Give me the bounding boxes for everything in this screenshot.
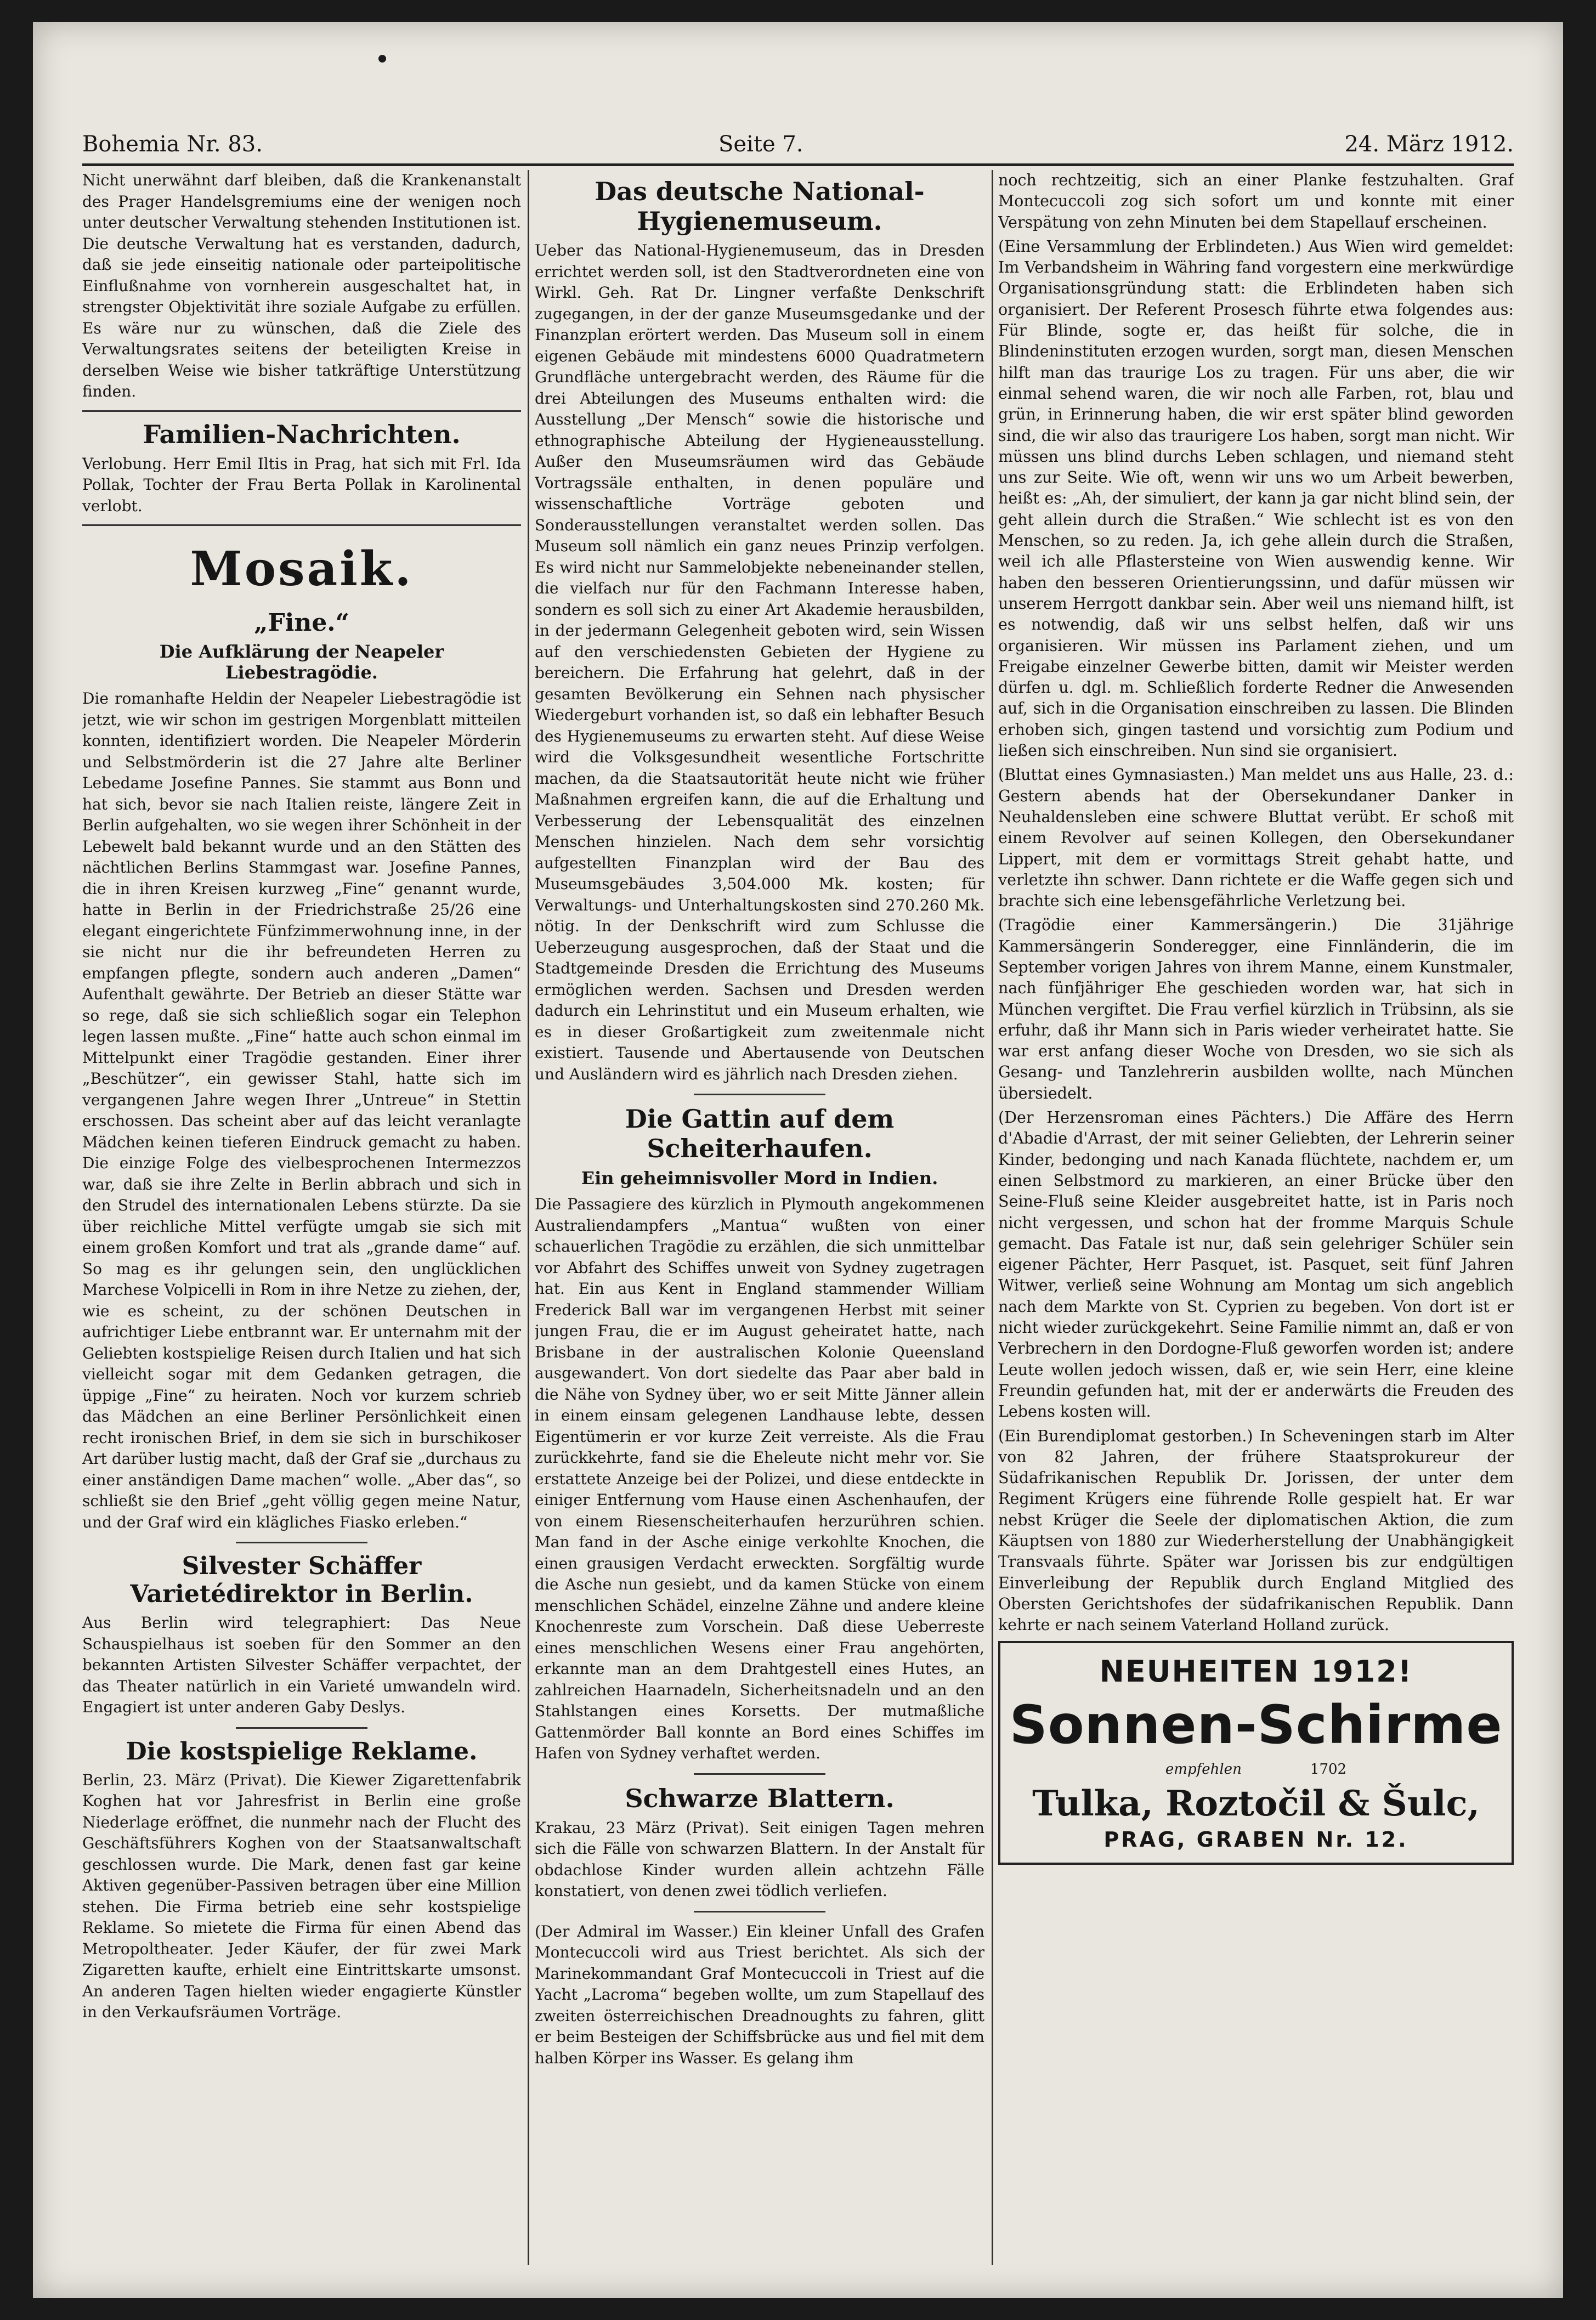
article-text: Berlin, 23. März (Privat). Die Kiewer Zigarettenfabrik Koghen hat vor Jahresfrist in Berlin eine große Niederlage eröffnet, die nunmehr nach der Flucht des Geschäftsführers Koghen von der Staatsanwaltschaft geschlossen wurde. Die Mark, denen fast gar keine Aktiven gegenüber-Passiven betragen über eine Million stehen. Die Firma betrieb eine sehr kostspielige Reklame. So mietete die Firma für einen Abend das Metropoltheater. Jeder Käufer, der für zwei Mark Zigaretten kaufte, erhielt eine Eintrittskarte umsonst. An anderen Tagen hielten wieder engagierte Künstler in den Verkaufsräumen Vorträge. (82, 1770, 521, 2021)
article-headline: Die Gattin auf dem Scheiterhaufen. (625, 1104, 895, 1163)
advertisement (998, 1641, 1514, 1865)
page-number: Seite 7. (718, 132, 803, 157)
section-rule (694, 1773, 825, 1775)
article-text: (Eine Versammlung der Erblindeten.) Aus Wien wird gemeldet: Im Verbandsheim in Währing fand vorgestern eine merkwürdige Organisationsgründung statt: die Erblindeten haben sich organisiert. Der Referent Prosesch führte etwa folgendes aus: Für Blinde, sogte er, das heißt für solche, die in Blindeninstituten erzogen wurden, sorgt man, diesen Menschen hilft man das traurige Los zu tragen. Für uns aber, die wir einmal sehend waren, die wir noch alle Farben, rot, blau und grün, in Erinnerung haben, die wir erst später blind geworden sind, die wir also das traurigere Los haben, sorgt man nicht. Wir müssen uns blind durchs Leben schlagen, und niemand steht uns zur Seite. Wie oft, wenn wir uns wo um Arbeit bewerben, heißt es: „Ah, der simuliert, der kann ja gar nicht blind sein, der geht allein durch die Straßen.“ Wie schlecht ist es von den Menschen, so zu reden. Ja, ich gehe allein durch die Straßen, weil ich alle Pflastersteine von Wien auswendig kenne. Wir haben den besseren Orientierungssinn, und dafür müssen wir unserem Herrgott dankbar sein. Aber weil uns niemand hilft, ist es notwendig, daß wir uns selbst helfen, daß wir uns organisieren. Wir müssen ins Parlament ziehen, und um Freigabe einzelner Gewerbe bitten, damit wir Meister werden dürfen u. dgl. m. Schließlich forderte Redner die Anwesenden auf, sich in die Organisation einschreiben zu lassen. Die Blinden erhoben sich, gingen tastend und vorsichtig zum Podium und ließen sich einschreiben. Nun sind sie organisiert. (998, 237, 1514, 760)
section-heading: Familien-Nachrichten. (143, 419, 461, 449)
article-headline: Schwarze Blattern. (625, 1783, 895, 1813)
article-text: Ueber das National-Hygienemuseum, das in Dresden errichtet werden soll, ist den Stadtverordneten eine von Wirkl. Geh. Rat Dr. Lingner verfaßte Denkschrift zugegangen, in der der ganze Museumsgedanke und der Finanzplan erörtert werden. Das Museum soll in einem eigenen Gebäude mit mindestens 6000 Quadratmetern Grundfläche untergebracht werden, des Räume für die drei Abteilungen des Museums enthalten wird: die Ausstellung „Der Mensch“ sowie die historische und ethnographische Abteilung der Hygieneausstellung. Außer den Museumsräumen wird das Gebäude Vortragssäle enthalten, in denen populäre und wissenschaftliche Vorträge geboten und Sonderausstellungen veranstaltet werden sollen. Das Museum soll nämlich ein ganz neues Prinzip verfolgen. Es wird nicht nur Sammelobjekte nebeneinander stellen, die vielfach nur für den Fachmann Interesse haben, sondern es soll sich zu einer Art Akademie herausbilden, in der jedermann Gelegenheit geboten wird, sein Wissen auf den verschiedensten Gebieten der Hygiene zu bereichern. Die Erfahrung hat gelehrt, daß in der gesamten Bevölkerung ein Sehnen nach physischer Wiedergeburt vorhanden ist, so daß ein lebhafter Besuch des Hygienemuseums zu erwarten steht. Auf diese Weise wird die Volksgesundheit wesentliche Fortschritte machen, da die Staatsautorität heute nicht wie früher Maßnahmen ergreifen kann, die auf die Erhaltung und Verbesserung der Lebensqualität des einzelnen Menschen hinzielen. Nach dem sehr vorsichtig aufgestellten Finanzplan wird der Bau des Museumsgebäudes 3,504.000 Mk. kosten; für Verwaltungs- und Unterhaltungskosten sind 270.260 Mk. nötig. In der Denkschrift wird zum Schlusse die Ueberzeugung ausgesprochen, daß der Staat und die Stadtgemeinde Dresden die Errichtung des Museums ermöglichen werden. Sachsen und Dresden werden dadurch ein Lehrinstitut und ein Museum erhalten, wie es in dieser Großartigkeit zum zweitenmale nicht existiert. Tausende und Abertausende von Deutschen und Ausländern wird es jährlich nach Dresden ziehen. (535, 241, 984, 1083)
newspaper-page (33, 22, 1563, 2298)
column-2 (535, 170, 984, 2265)
column-3 (998, 170, 1514, 2265)
section-rule (82, 410, 521, 412)
punch-hole (378, 55, 386, 63)
ad-address: PRAG, GRABEN Nr. 12. (1103, 1827, 1408, 1852)
article-text: noch rechtzeitig, sich an einer Planke festzuhalten. Graf Montecuccoli zog sich sofort um und konnte mit einer Verspätung von zehn Minuten bei dem Stapellauf erscheinen. (998, 171, 1514, 231)
section-rule (82, 524, 521, 526)
ad-company: Tulka, Roztočil & Šulc, (1032, 1783, 1480, 1825)
running-header (82, 104, 1514, 159)
issue-date: 24. März 1912. (1344, 132, 1514, 157)
section-rule (236, 1727, 367, 1729)
article-text: (Der Herzensroman eines Pächters.) Die Affäre des Herrn d'Abadie d'Arrast, der mit seiner Geliebten, der Lehrerin seiner Kinder, bedonging und nach Kanada flüchtete, nachdem er, um einen Selbstmord zu markieren, an einer Brücke über den Seine-Fluß seine Kleider ausgebreitet hatte, ist in Paris noch nicht vergessen, und schon hat der fromme Marquis Schule gemacht. Das Fatale ist nur, daß sein gelehriger Schüler sein eigener Pächter, Herr Pasquet, ist. Pasquet, seit fünf Jahren Witwer, verließ seine Wohnung am Montag um sich angeblich nach dem Markte von St. Cyprien zu begeben. Von dort ist er nicht wieder zurückgekehrt. Seine Familie nimmt an, daß er von Verbrechern in den Dordogne-Fluß geworfen worden ist; andere Leute wollen jedoch wissen, daß er, wie sein Herr, eine kleine Freundin gefunden hat, mit der er anderwärts die Freuden des Lebens kosten will. (998, 1108, 1514, 1421)
article-text: (Ein Burendiplomat gestorben.) In Scheveningen starb im Alter von 82 Jahren, der frühere Staatsprokureur der Südafrikanischen Republik Dr. Jorissen, der unter dem Regiment Krügers eine führende Rolle gespielt hat. Er war nebst Krüger die Seele der diplomatischen Aktion, die zum Käuptsen von 1880 zur Wiederherstellung der Unabhängigkeit Transvaals führte. Später war Jorissen bis zur endgültigen Einverleibung der Republik durch England Mitglied des Obersten Gerichtshofes der südafrikanischen Republik. Dann kehrte er nach seinem Vaterland Holland zurück. (998, 1427, 1514, 1634)
article-subheadline: Die Aufklärung der Neapeler Liebestragödie. (159, 641, 444, 683)
column-divider (992, 170, 993, 2265)
ad-recommend-text: empfehlen (1165, 1761, 1242, 1778)
header-rule (82, 163, 1514, 166)
ad-number: 1702 (1310, 1761, 1347, 1778)
article-text: Verlobung. Herr Emil Iltis in Prag, hat sich mit Frl. Ida Pollak, Tochter der Frau Berta Pollak in Karolinental verlobt. (82, 454, 521, 515)
issue-number: Bohemia Nr. 83. (82, 132, 263, 157)
article-headline: „Fine.“ (254, 609, 349, 637)
article-text: Die romanhafte Heldin der Neapeler Liebestragödie ist jetzt, wie wir schon im gestrigen Morgenblatt mitteilen konnten, identifiziert worden. Die Neapeler Mörderin und Selbstmörderin ist die 27 Jahre alte Berliner Lebedame Josefine Pannes. Sie stammt aus Bonn und hat sich, bevor sie nach Italien reiste, längere Zeit in Berlin aufgehalten, wo sie wegen ihrer Schönheit in der Lebewelt bald bekannt wurde und an den Stätten des nächtlichen Berlins Stammgast war. Josefine Pannes, die in ihren Kreisen kurzweg „Fine“ genannt wurde, hatte in Berlin in der Friedrichstraße 25/26 eine elegant eingerichtete Fünfzimmerwohnung inne, in der sie nicht nur die ihr befreundeten Herren zu empfangen pflegte, sondern auch anderen „Damen“ Aufenthalt gewährte. Der Betrieb an dieser Stätte war so rege, daß sie sich schließlich sogar ein Telephon legen lassen mußte. „Fine“ hatte auch schon einmal im Mittelpunkt einer Tragödie gestanden. Einer ihrer „Beschützer“, ein gewisser Stahl, hatte sich im vergangenen Jahre wegen Ihrer „Untreue“ in Stettin erschossen. Das scheint aber auf das leicht veranlagte Mädchen keinen tieferen Eindruck gemacht zu haben. Die einzige Folge des vielbesprochenen Intermezzos war, daß sie ihre Zelte in Berlin abbrach und sich in den Strudel des internationalen Lebens stürzte. Da sie über reichliche Mittel verfügte umgab sie sich mit einem großen Komfort und trat als „grande dame“ auf. So mag es ihr gelungen sein, den unglücklichen Marchese Volpicelli in Rom in ihre Netze zu ziehen, der, wie es scheint, zu der schönen Deutschen in aufrichtiger Liebe entbrannt war. Er unternahm mit der Geliebten kostspielige Reisen durch Italien und hat sich vielleicht sogar mit dem Gedanken getragen, die üppige „Fine“ zu heiraten. Noch vor kurzem schrieb das Mädchen an eine Berliner Persönlichkeit einen recht ironischen Brief, in dem sie sich in burschikoser Art darüber lustig macht, daß der Graf sie „durchaus zu einer anständigen Dame machen“ wolle. „Aber das“, so schließt sie den Brief „geht völlig gegen meine Natur, und der Graf wird ein klägliches Fiasko erleben.“ (82, 689, 521, 1531)
article-text: (Bluttat eines Gymnasiasten.) Man meldet uns aus Halle, 23. d.: Gestern abends hat der Obersekundaner Danker in Neuhaldensleben eine schwere Bluttat verübt. Er schoß mit einem Revolver auf seinen Kollegen, den Obersekundaner Lippert, mit dem er vormittags Streit gehabt hatte, und verletzte ihn schwer. Dann richtete er die Waffe gegen sich und brachte sich eine lebensgefährliche Verletzung bei. (998, 766, 1514, 910)
article-text: Krakau, 23 März (Privat). Seit einigen Tagen mehren sich die Fälle von schwarzen Blattern. In der Anstalt für obdachlose Kinder wurden allein achtzehn Fälle konstatiert, von denen zwei tödlich verliefen. (535, 1818, 984, 1900)
section-rule (694, 1094, 825, 1095)
article-text: (Tragödie einer Kammersängerin.) Die 31jährige Kammersängerin Sonderegger, eine Finnländerin, die im September vorigen Jahres von ihrem Manne, einem Kunstmaler, nach fünfjähriger Ehe geschieden worden war, hat sich in München vergiftet. Die Frau verfiel kürzlich in Trübsinn, als sie erfuhr, daß ihr Mann sich in Paris wieder verheiratet hatte. Sie war erst anfang dieser Woche von Dresden, wo sie sich als Gesang- und Tanzlehrerin ausbilden wollte, nach München übersiedelt. (998, 916, 1514, 1102)
section-heading: Mosaik. (190, 541, 414, 597)
article-text: Die Passagiere des kürzlich in Plymouth angekommenen Australiendampfers „Mantua“ wußten von einer schauerlichen Tragödie zu erzählen, die sich unmittelbar vor Abfahrt des Schiffes unweit von Sydney zugetragen hat. Ein aus Kent in England stammender William Frederick Ball war im vergangenen Herbst mit seiner jungen Frau, die er im August geheiratet hatte, nach Brisbane in der australischen Kolonie Queensland ausgewandert. Von dort siedelte das Paar aber bald in die Nähe von Sydney über, wo er seit Mitte Jänner allein in einem einsam gelegenen Landhause lebte, dessen Eigentümerin er vor kurze Zeit verreiste. Als die Frau zurückkehrte, fand sie die Eheleute nicht mehr vor. Sie erstattete Anzeige bei der Polizei, und diese entdeckte in einiger Entfernung vom Hause einen Aschenhaufen, der von einem Riesenscheiterhaufen herzurühren schien. Man fand in der Asche einige verkohlte Knochen, die einen grausigen Verdacht erweckten. Sorgfältig wurde die Asche nun gesiebt, und da kamen Stücke von einem menschlichen Schädel, einzelne Zähne und andere kleine Knochenreste zum Vorschein. Daß diese Ueberreste eines menschlichen Wesens einer Frau angehörten, erkannte man an dem Drahtgestell eines Hutes, an zahlreichen Haarnadeln, Sicherheitsnadeln und an den Stahlstangen eines Korsetts. Der mutmaßliche Gattenmörder Ball konnte an Bord eines Schiffes im Hafen von Sydney verhaftet werden. (535, 1195, 984, 1762)
column-divider (528, 170, 529, 2265)
section-rule (236, 1542, 367, 1543)
article-headline: Silvester Schäffer Varietédirektor in Berlin. (130, 1552, 473, 1608)
article-headline: Das deutsche National-Hygienemuseum. (595, 177, 925, 236)
article-text: (Der Admiral im Wasser.) Ein kleiner Unfall des Grafen Montecuccoli wird aus Triest berichtet. Als sich der Marinekommandant Graf Montecuccoli in Triest auf die Yacht „Lacroma“ begeben wollte, um zum Stapellauf des zweiten österreichischen Dreadnoughts zu fahren, glitt er beim Besteigen der Schiffsbrücke aus und fiel mit dem halben Körper ins Wasser. Es gelang ihm (535, 1922, 984, 2067)
article-subheadline: Ein geheimnisvoller Mord in Indien. (581, 1168, 938, 1189)
column-1 (82, 170, 521, 2265)
ad-headline: NEUHEITEN 1912! (1099, 1654, 1413, 1689)
article-headline: Die kostspielige Reklame. (126, 1737, 478, 1766)
ad-product: Sonnen-Schirme (1009, 1694, 1503, 1756)
article-text: Aus Berlin wird telegraphiert: Das Neue Schauspielhaus ist soeben für den Sommer an den bekannten Artisten Silvester Schäffer verpachtet, der das Theater natürlich in ein Varieté umwandeln wird. Engagiert ist unter anderen Gaby Deslys. (82, 1614, 521, 1716)
section-rule (694, 1911, 825, 1912)
article-text: Nicht unerwähnt darf bleiben, daß die Krankenanstalt des Prager Handelsgremiums eine der wenigen noch unter deutscher Verwaltung stehenden Institutionen ist. Die deutsche Verwaltung hat es verstanden, dadurch, daß sie jede einseitig nationale oder parteipolitische Einflußnahme von vornherein ausgeschaltet hat, in strengster Objektivität ihre soziale Aufgabe zu erfüllen. Es wäre nur zu wünschen, daß die Ziele des Verwaltungsrates seitens der beteiligten Kreise in derselben Weise wie bisher tatkräftige Unterstützung finden. (82, 171, 521, 400)
